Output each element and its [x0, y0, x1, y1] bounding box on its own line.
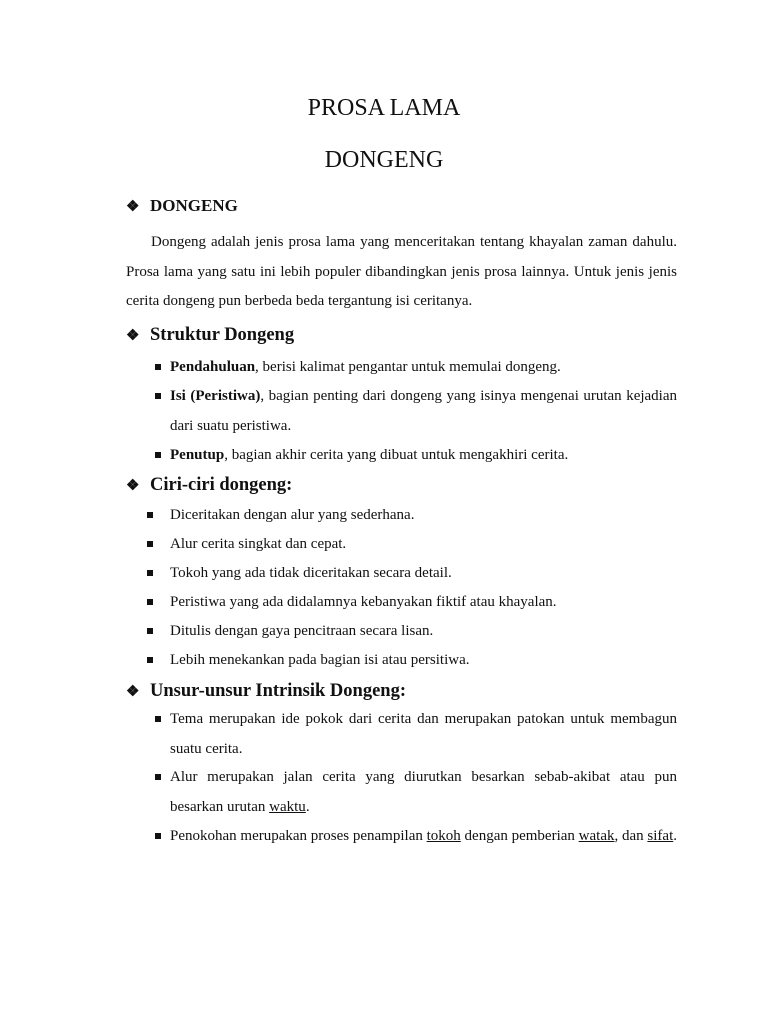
section-paragraph-dongeng: Dongeng adalah jenis prosa lama yang menceritakan tentang khayalan zaman dahulu. Prosa lama yang satu ini lebih populer dibandingkan jenis prosa lainnya. Untuk jenis jenis cerita dongeng pun berbeda beda tergantung isi ceritanya. — [126, 234, 677, 309]
square-bullet-icon — [155, 452, 161, 458]
list-item: Ditulis dengan gaya pencitraan secara lisan. — [170, 617, 677, 647]
list-item: Pendahuluan, berisi kalimat pengantar untuk memulai dongeng. — [170, 353, 677, 383]
list-item: Isi (Peristiwa), bagian penting dari dongeng yang isinya mengenai urutan kejadian dari suatu peristiwa. — [170, 382, 677, 441]
list-item: Penutup, bagian akhir cerita yang dibuat untuk mengakhiri cerita. — [170, 441, 677, 471]
square-bullet-icon — [155, 833, 161, 839]
section-heading-dongeng: ❖ DONGENG — [126, 196, 238, 215]
square-bullet-icon — [155, 774, 161, 780]
square-bullet-icon — [147, 657, 153, 663]
square-bullet-icon — [147, 599, 153, 605]
link-sifat[interactable]: sifat — [647, 828, 674, 844]
square-bullet-icon — [155, 716, 161, 722]
diamond-bullet-icon: ❖ — [126, 328, 140, 344]
section-heading-struktur: ❖ Struktur Dongeng — [126, 325, 295, 345]
section-heading-ciri: ❖ Ciri-ciri dongeng: — [126, 475, 293, 495]
diamond-bullet-icon: ❖ — [126, 478, 140, 494]
document-title: PROSA LAMA — [307, 95, 461, 121]
square-bullet-icon — [155, 364, 161, 370]
document-subtitle: DONGENG — [324, 147, 444, 173]
list-item: Tema merupakan ide pokok dari cerita dan merupakan patokan untuk membagun suatu cerita. — [170, 705, 677, 764]
list-item: Diceritakan dengan alur yang sederhana. — [170, 501, 677, 531]
list-item: Tokoh yang ada tidak diceritakan secara detail. — [170, 559, 677, 589]
list-item: Peristiwa yang ada didalamnya kebanyakan fiktif atau khayalan. — [170, 588, 677, 618]
link-watak[interactable]: watak — [578, 828, 615, 844]
list-item: Alur merupakan jalan cerita yang diurutkan besarkan sebab-akibat atau pun besarkan urutan waktu. — [170, 763, 677, 822]
link-waktu[interactable]: waktu — [269, 798, 306, 815]
square-bullet-icon — [147, 512, 153, 518]
square-bullet-icon — [147, 628, 153, 634]
diamond-bullet-icon: ❖ — [126, 684, 140, 700]
link-tokoh[interactable]: tokoh — [426, 828, 461, 844]
square-bullet-icon — [155, 393, 161, 399]
list-item: Lebih menekankan pada bagian isi atau persitiwa. — [170, 646, 677, 676]
square-bullet-icon — [147, 541, 153, 547]
list-item: Alur cerita singkat dan cepat. — [170, 530, 677, 560]
list-item: Penokohan merupakan proses penampilan tokoh dengan pemberian watak, dan sifat. — [170, 822, 677, 852]
square-bullet-icon — [147, 570, 153, 576]
section-heading-unsur: ❖ Unsur-unsur Intrinsik Dongeng: — [126, 681, 406, 701]
diamond-bullet-icon: ❖ — [126, 199, 140, 215]
